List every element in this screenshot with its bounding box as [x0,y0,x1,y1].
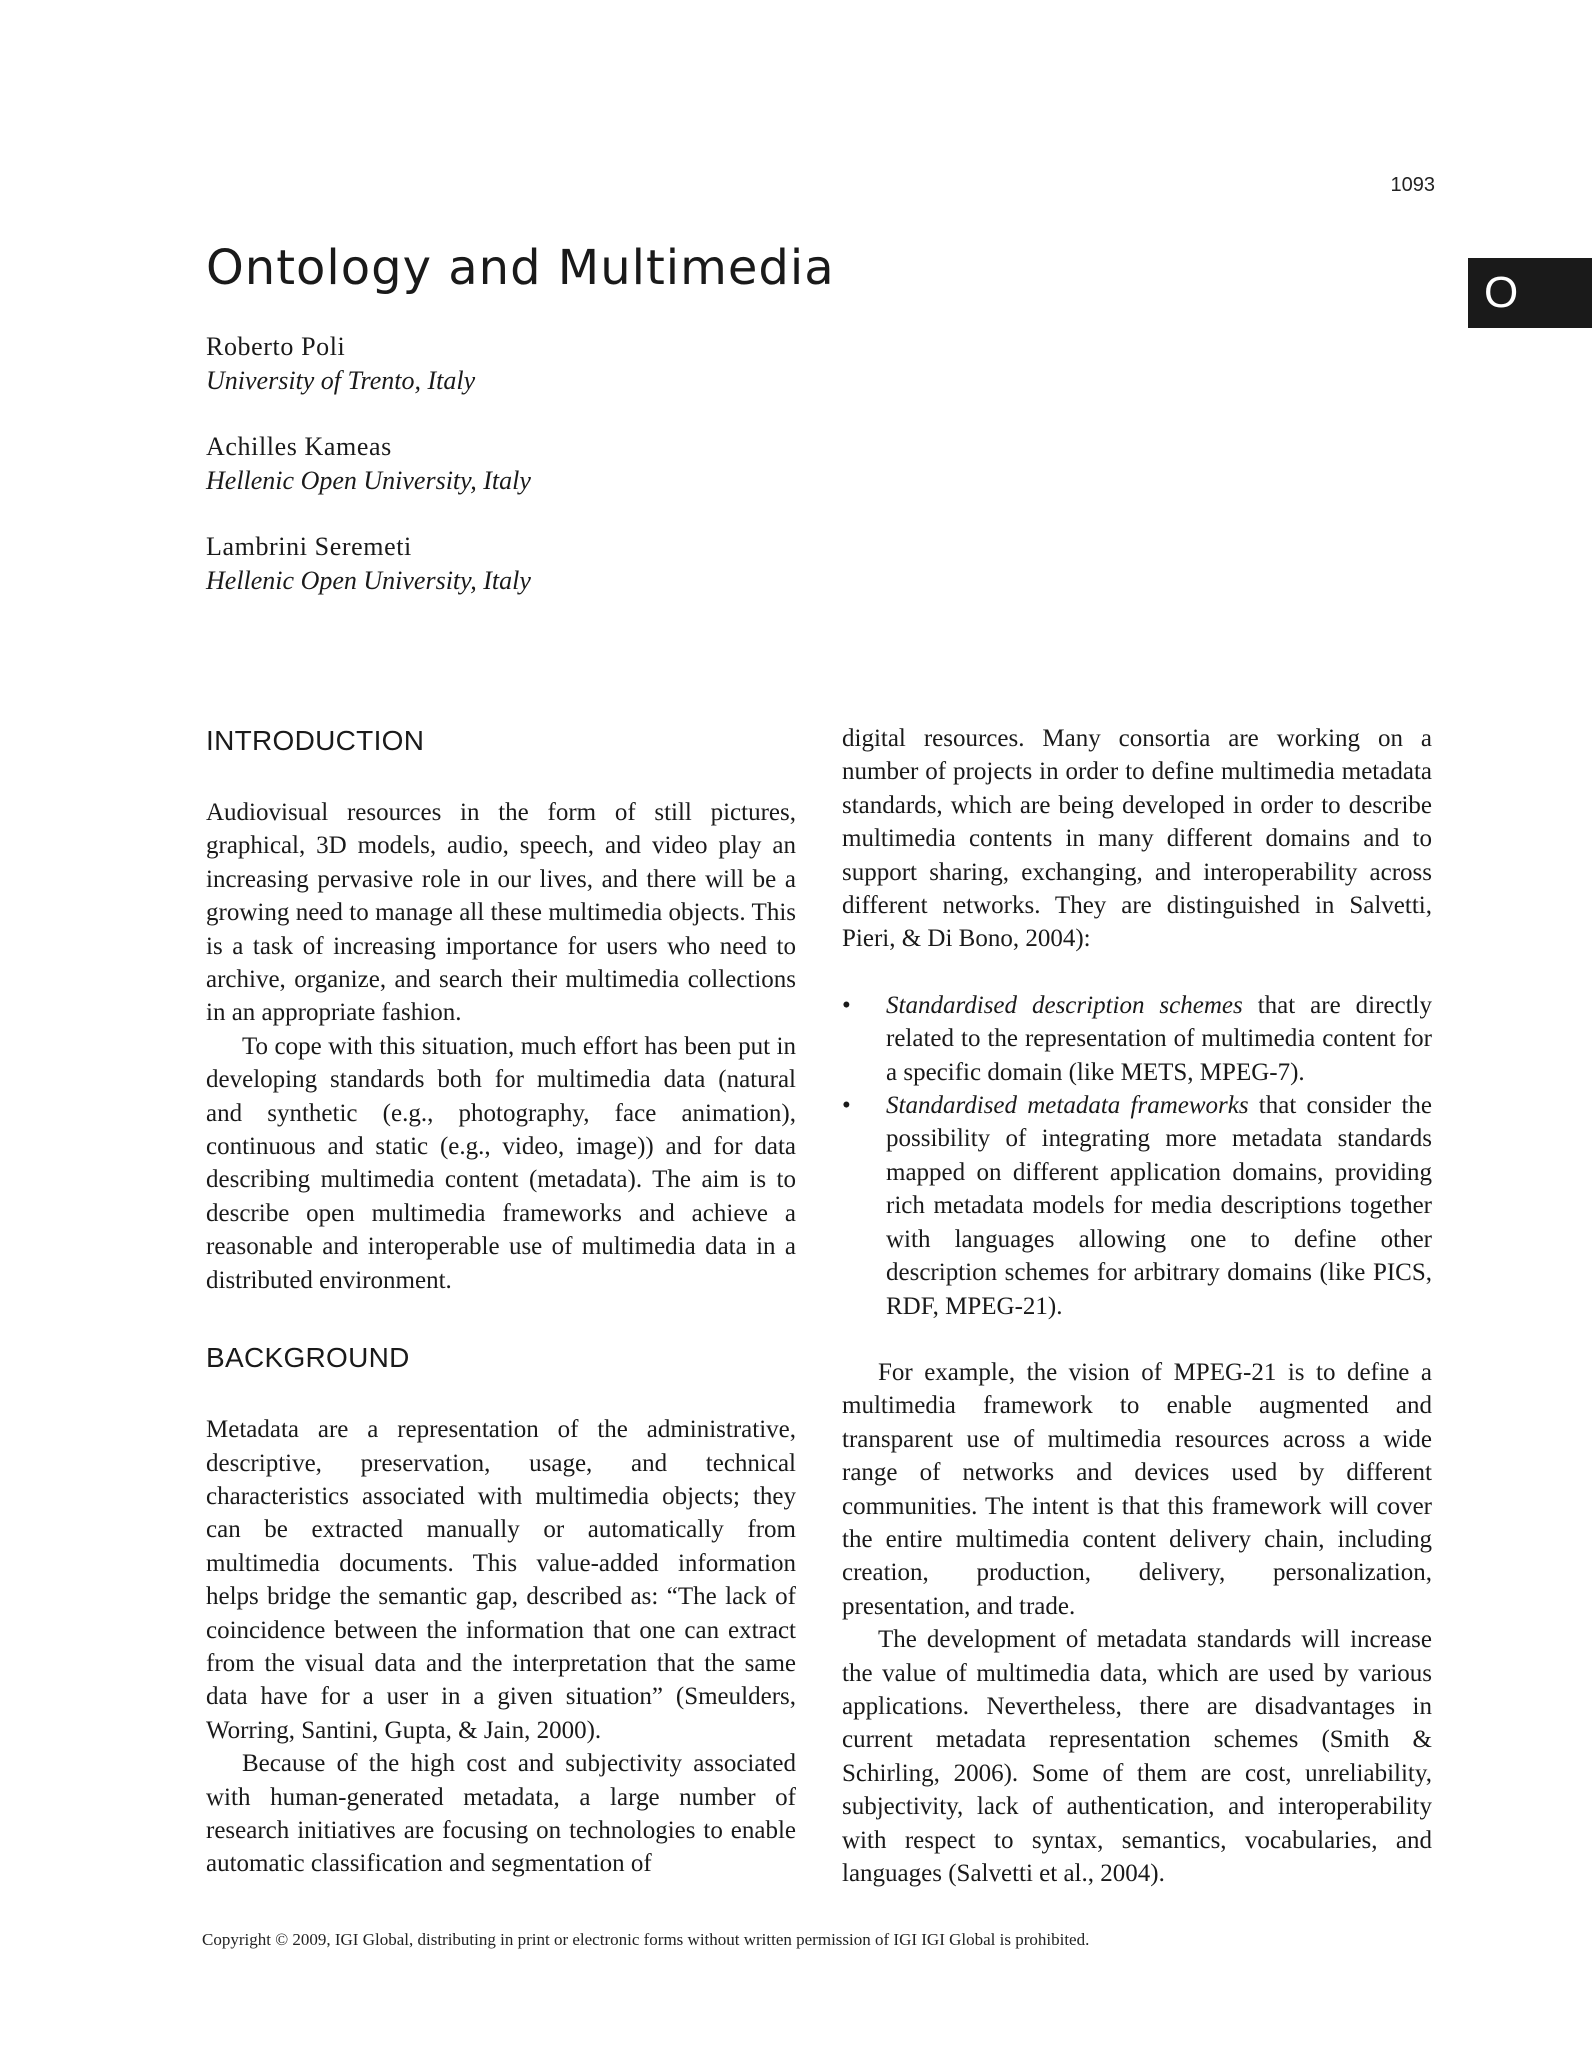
list-item-text: that consider the possibility of integrating more metadata standards mapped on different application domains, providing rich metadata models for media descriptions together with languages allowing one to define other description schemes for arbitrary domains (like PICS, RDF, MPEG-21). [886,1092,1432,1320]
author-name: Achilles Kameas [206,432,392,461]
list-item-term: Standardised metadata frameworks [886,1092,1249,1120]
introduction-paragraph: To cope with this situation, much effort has been put in developing standards both for multimedia data (natural and synthetic (e.g., photography, face animation), continuous and static (e.g., video, image)) and for data describing multimedia content (metadata). The aim is to describe open multimedia frameworks and achieve a reasonable and interoperable use of multimedia data in a distributed environment. [206,1032,796,1294]
author-entry [206,530,531,598]
author-affiliation: Hellenic Open University, Italy [206,566,531,595]
copyright-notice: Copyright © 2009, IGI Global, distributing in print or electronic forms without written permission of IGI IGI Global is prohibited. [202,1930,1090,1949]
list-item [842,989,1432,1089]
article-title: Ontology and Multimedia [206,240,835,296]
body-paragraph: For example, the vision of MPEG-21 is to define a multimedia framework to enable augmented and transparent use of multimedia resources across a wide range of networks and devices used by different communities. The intent is that this framework will cover the entire multimedia content delivery chain, including creation, production, delivery, personalization, presentation, and trade. [842,1358,1432,1620]
background-heading: BACKGROUND [206,1342,410,1374]
author-entry [206,430,531,498]
left-column [206,722,796,1881]
background-paragraph: Metadata are a representation of the administrative, descriptive, preservation, usage, and technical characteristics associated with multimedia objects; they can be extracted manually or automatically from multimedia documents. This value-added information helps bridge the semantic gap, described as: “The lack of coincidence between the information that one can extract from the visual data and the interpretation that the same data have for a user in a given situation” (Smeulders, Worring, Santini, Gupta, & Jain, 2000). [206,1416,796,1744]
body-paragraph: digital resources. Many consortia are working on a number of projects in order to define multimedia metadata standards, which are being developed in order to describe multimedia contents in many different domains and to support sharing, exchanging, and interoperability across different networks. They are distinguished in Salvetti, Pieri, & Di Bono, 2004): [842,725,1432,953]
list-item-term: Standardised description schemes [886,991,1243,1019]
background-paragraph: Because of the high cost and subjectivity associated with human-generated metadata, a large number of research initiatives are focusing on technologies to enable automatic classification and segmentation of [206,1750,796,1878]
body-paragraph: The development of metadata standards will increase the value of multimedia data, which are used by various applications. Nevertheless, there are disadvantages in current metadata representation schemes (Smith & Schirling, 2006). Some of them are cost, unreliability, subjectivity, lack of authentication, and interoperability with respect to syntax, semantics, vocabularies, and languages (Salvetti et al., 2004). [842,1626,1432,1887]
introduction-paragraph: Audiovisual resources in the form of still pictures, graphical, 3D models, audio, speech, and video play an increasing pervasive role in our lives, and there will be a growing need to manage all these multimedia objects. This is a task of increasing importance for users who need to archive, organize, and search their multimedia collections in an appropriate fashion. [206,799,796,1027]
author-name: Lambrini Seremeti [206,532,412,561]
page-number: 1093 [1390,174,1435,196]
list-item [842,1089,1432,1323]
right-column [842,722,1432,1890]
author-affiliation: Hellenic Open University, Italy [206,466,531,495]
author-entry [206,330,531,398]
author-name: Roberto Poli [206,332,346,361]
list-item-text: that are directly related to the representation of multimedia content for a specific domain (like METS, MPEG-7). [886,991,1432,1086]
author-list [206,330,531,630]
section-letter-tab: O [1468,258,1592,328]
author-affiliation: University of Trento, Italy [206,366,476,395]
introduction-heading: INTRODUCTION [206,725,425,756]
standards-list [842,989,1432,1323]
